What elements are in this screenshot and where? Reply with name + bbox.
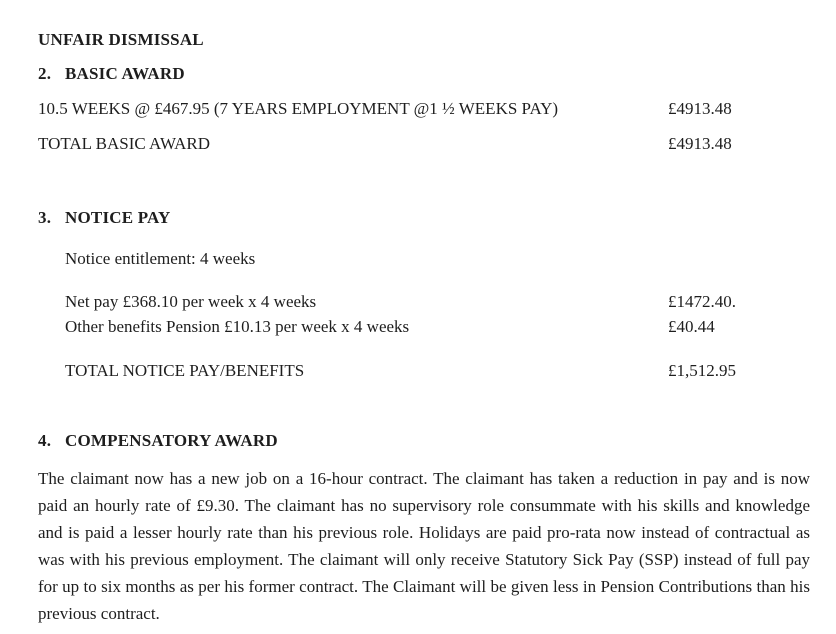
section-basic-award (38, 64, 810, 156)
section-heading-text: COMPENSATORY AWARD (65, 431, 278, 450)
section-number: 4. (38, 431, 52, 450)
benefits-row (38, 314, 810, 339)
section-number: 2. (38, 64, 52, 83)
section-heading-text: BASIC AWARD (65, 64, 185, 83)
net-pay-amount: £1472.40. (668, 292, 736, 311)
notice-entitlement: Notice entitlement: 4 weeks (65, 249, 256, 268)
basic-award-calc-row (38, 96, 810, 121)
total-amount: £1,512.95 (668, 361, 736, 380)
total-amount: £4913.48 (668, 134, 732, 153)
document-title: UNFAIR DISMISSAL (38, 30, 204, 49)
section-heading-text: NOTICE PAY (65, 208, 171, 227)
notice-pay-total-row (38, 358, 810, 383)
section-notice-pay (38, 208, 810, 383)
basic-award-heading (38, 64, 810, 84)
calc-amount: £4913.48 (668, 99, 732, 118)
net-pay-label: Net pay £368.10 per week x 4 weeks (65, 292, 317, 311)
benefits-amount: £40.44 (668, 317, 715, 336)
compensatory-award-heading (38, 431, 810, 451)
total-label: TOTAL NOTICE PAY/BENEFITS (65, 361, 305, 380)
section-number: 3. (38, 208, 52, 227)
benefits-label: Other benefits Pension £10.13 per week x 4 weeks (65, 317, 410, 336)
notice-pay-heading (38, 208, 810, 228)
net-pay-row (38, 289, 810, 314)
total-label: TOTAL BASIC AWARD (38, 134, 211, 153)
section-compensatory-award (38, 431, 810, 627)
basic-award-total-row (38, 131, 810, 156)
calc-label: 10.5 WEEKS @ £467.95 (7 YEARS EMPLOYMENT @1 ½ WEEKS PAY) (38, 99, 559, 118)
compensatory-award-paragraph: The claimant now has a new job on a 16-hour contract. The claimant has taken a reduction in pay and is now paid an hourly rate of £9.30. The claimant has no supervisory role consummate with his skills and knowledge and is paid a lesser hourly rate than his previous role. Holidays are paid pro-rata now instead of contractual as was with his previous employment. The claimant will only receive Statutory Sick Pay (SSP) instead of full pay for up to six months as per his former contract. The Claimant will be given less in Pension Contributions than his previous contract. (38, 469, 810, 623)
